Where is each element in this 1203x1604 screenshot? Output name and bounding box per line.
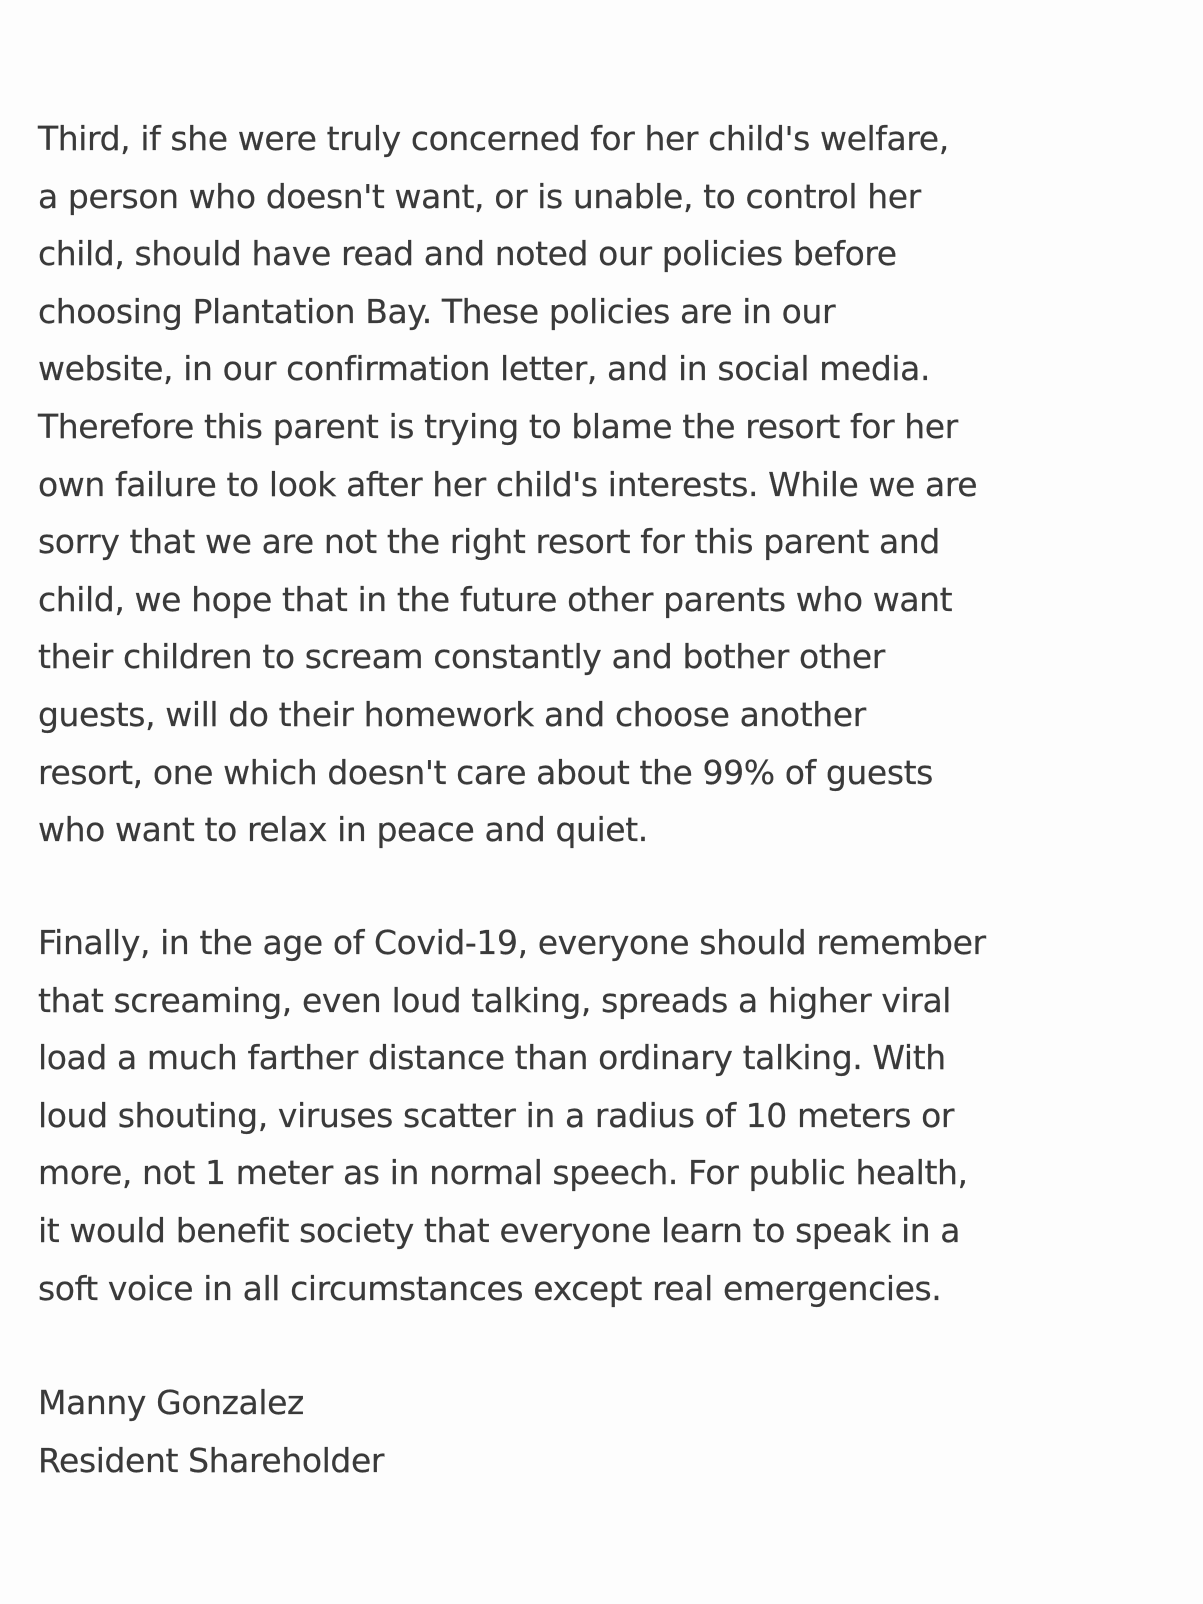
text-line: Third, if she were truly concerned for her child's welfare, — [38, 119, 949, 158]
text-line: who want to relax in peace and quiet. — [38, 810, 648, 850]
paragraph-text — [38, 110, 1168, 859]
text-line: a person who doesn't want, or is unable, to control her — [38, 176, 921, 216]
signature-name: Manny Gonzalez — [38, 1383, 304, 1422]
text-line: Finally, in the age of Covid-19, everyone should remember — [38, 923, 986, 962]
text-line: Therefore this parent is trying to blame the resort for her — [38, 406, 958, 446]
text-line: more, not 1 meter as in normal speech. For public health, — [38, 1153, 968, 1193]
text-line: own failure to look after her child's interests. While we are — [38, 464, 978, 504]
text-line: child, we hope that in the future other parents who want — [38, 579, 953, 619]
text-line: website, in our confirmation letter, and in social media. — [38, 349, 931, 389]
text-line: it would benefit society that everyone learn to speak in a — [38, 1210, 961, 1250]
text-line: load a much farther distance than ordinary talking. With — [38, 1038, 946, 1078]
text-line: choosing Plantation Bay. These policies are in our — [38, 291, 836, 331]
text-line: soft voice in all circumstances except real emergencies. — [38, 1268, 942, 1308]
text-line: resort, one which doesn't care about the 99% of guests — [38, 752, 933, 792]
text-line: that screaming, even loud talking, spreads a higher viral — [38, 980, 952, 1020]
text-line: loud shouting, viruses scatter in a radius of 10 meters or — [38, 1095, 955, 1135]
signature-title: Resident Shareholder — [38, 1440, 385, 1480]
text-line: sorry that we are not the right resort for this parent and — [38, 522, 940, 562]
signature-block — [38, 1374, 1168, 1489]
paragraph-third — [38, 110, 1168, 859]
paragraph-text — [38, 914, 1168, 1317]
text-line: guests, will do their homework and choose another — [38, 694, 866, 734]
paragraph-finally — [38, 914, 1168, 1317]
text-line: child, should have read and noted our policies before — [38, 234, 897, 274]
text-line: their children to scream constantly and bother other — [38, 637, 885, 677]
